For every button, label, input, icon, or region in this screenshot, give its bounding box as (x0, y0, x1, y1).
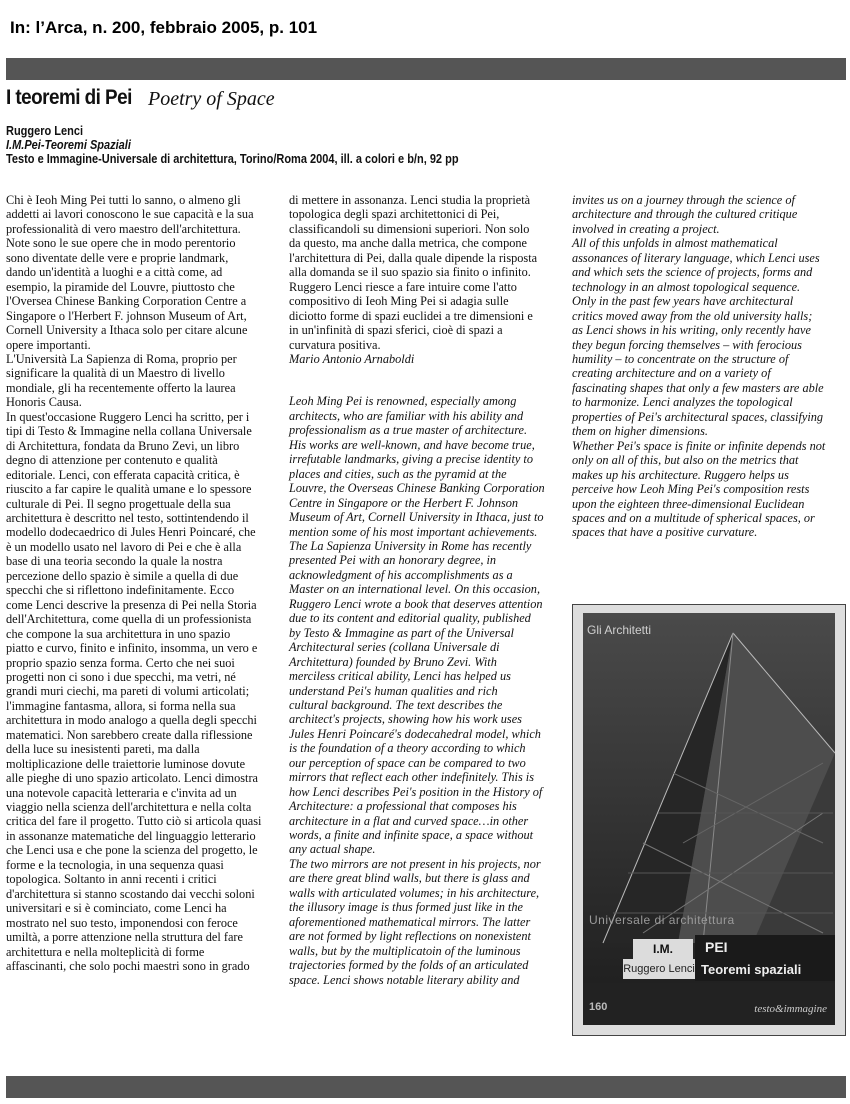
text-line: l'immagine fantasma, allora, si forma nella sua (6, 698, 236, 713)
text-line: architettura e nella molteplicità di forme (6, 944, 205, 959)
english-translation-start (289, 394, 559, 987)
text-line: architettura in modo analogo a quella degli specchi (6, 713, 257, 728)
text-line: architecture in a flat and curved space…in other (289, 813, 529, 828)
text-line: is the foundation of a theory according to which (289, 741, 526, 756)
text-line: words, a finite and infinite space, a space without (289, 828, 534, 843)
text-line: diciotto forme di spazi euclidei a tre dimensioni e (289, 308, 533, 323)
text-line: humility – to concentrate on the structure of (572, 351, 789, 366)
text-line: tipi di Testo & Immagine nella collana Universale (6, 424, 252, 439)
text-line: dell'Architettura, come quella di un professionista (6, 612, 252, 627)
column-italian-english-2 (289, 193, 559, 987)
article-title: I teoremi di Pei (6, 86, 132, 109)
text-line: by Testo & Immagine as part of the Universal (289, 625, 514, 640)
text-line: alle pieghe di uno spazio articolato. Lenci dimostra (6, 771, 259, 786)
text-line: them on higher dimensions. (572, 424, 708, 439)
text-line: della luce su inesistenti pareti, ma dalla (6, 742, 200, 757)
text-line: modello dodecaedrico di Jules Henri Poincaré, che (6, 525, 256, 540)
text-line: Ruggero Lenci riesce a fare intuire come l'atto (289, 279, 517, 294)
text-line: makes up his architecture. Ruggero helps us (572, 467, 789, 482)
series-brand: Gli Architetti (587, 623, 652, 637)
text-line: Chi è Ieoh Ming Pei tutti lo sanno, o almeno gli (6, 193, 241, 207)
text-line: architect's projects, showing how his work uses (289, 712, 522, 727)
book-title: I.M.Pei-Teoremi Spaziali (6, 138, 131, 152)
text-line: editoriale. Lenci, con efferata capacità critica, è (6, 467, 240, 482)
text-line: Architecture: a professional that composes his (289, 799, 517, 814)
text-line: universitari e si è cominciato, come Lenci ha (6, 901, 227, 916)
text-line: invites us on a journey through the science of (572, 193, 795, 207)
text-line: places and cities, such as the pyramid at the (289, 466, 507, 481)
text-line: spaces that have a positive curvature. (572, 525, 758, 540)
text-line: His works are well-known, and have become true, (289, 437, 535, 452)
text-line: è un modello usato nel lavoro di Pei e che è alla (6, 539, 242, 554)
text-line: mirrors that reflect each other indefinitely. This is (289, 770, 535, 785)
text-line: spaces and on a multitude of spherical spaces, or (572, 510, 815, 525)
text-line: culturale di Pei. Il segno progettuale della sua (6, 496, 231, 511)
text-line: mondiale, gli ha recentemente offerto la laurea (6, 380, 236, 395)
text-line: compositivo di Ieoh Ming Pei si adagia sulle (289, 294, 509, 309)
cover-number: 160 (589, 1001, 608, 1013)
text-line: The La Sapienza University in Rome has recently (289, 538, 532, 553)
text-line: cultural background. The text describes the (289, 697, 503, 712)
text-line: di mettere in assonanza. Lenci studia la proprietà (289, 193, 531, 207)
text-line: walls with articulated volumes; in his architecture, (289, 885, 540, 900)
text-line: Architectural series (collana Universale di (289, 640, 500, 655)
text-line: trajectories formed by the folds of an articulated (289, 958, 529, 973)
text-line: l'Oversea Chinese Banking Corporation Centre a (6, 294, 247, 309)
text-line: Centre in Singapore or the Herbert F. Johnson (289, 495, 519, 510)
text-line: space. Lenci shows notable literary ability and (289, 972, 520, 987)
text-line: technology in an almost topological sequence. (572, 279, 801, 294)
cover-publisher-logo: testo&immagine (754, 1003, 827, 1015)
text-line: specchi che si riflettono indefinitamente. Ecco (6, 583, 235, 598)
text-line: classificandoli su dimensioni superiori. Non solo (289, 221, 530, 236)
text-line: curvatura positiva. (289, 337, 381, 352)
cover-author-label: Ruggero Lenci (623, 959, 695, 979)
text-line: mostrato nel suo testo, imponendosi con feroce (6, 915, 238, 930)
text-line: grandi muri ciechi, ma pareti di volumi articolati; (6, 684, 250, 699)
text-line: irrefutable landmarks, giving a precise identity to (289, 452, 533, 467)
text-line: Singapore o l'Herbert F. johnson Museum of Art, (6, 308, 247, 323)
cover-im-label: I.M. (633, 939, 693, 959)
book-metadata (6, 124, 520, 166)
cover-series-title: Universale di architettura (589, 913, 735, 927)
text-line: Note sono le sue opere che in modo perentorio (6, 236, 236, 251)
text-line: presented Pei with an honorary degree, in (289, 553, 497, 568)
text-line: architecture and through the cultured critique (572, 207, 798, 222)
top-rule-bar (6, 58, 846, 80)
text-line: are not formed by light reflections on nonexistent (289, 929, 531, 944)
text-line: creating architecture and on a variety of (572, 366, 771, 381)
text-line: in assonanze matematiche del linguaggio letterario (6, 828, 256, 843)
text-line: Museum of Art, Cornell University in Ithaca, just to (289, 510, 544, 525)
text-line: architects, who are familiar with his ability and (289, 408, 524, 423)
text-line: forme e la tecnologia, in una sequenza quasi (6, 857, 224, 872)
text-line: d'architettura si stanno scostando dai vecchi soloni (6, 886, 255, 901)
text-line: proprio spazio senza forma. Certo che nei suoi (6, 655, 235, 670)
text-line: Louvre, the Overseas Chinese Banking Corporation (289, 481, 545, 496)
text-line: Master on an international level. On this occasion, (289, 582, 541, 597)
text-line: In quest'occasione Ruggero Lenci ha scritto, per i (6, 409, 250, 424)
text-line: and which sets the science of projects, forms and (572, 265, 813, 280)
text-line: architettura è descritto nel testo, sottintendendo il (6, 510, 249, 525)
text-line: our perception of space can be compared to two (289, 755, 526, 770)
text-line: progetti non ci sono i due specchi, ma vetri, né (6, 669, 236, 684)
text-line: All of this unfolds in almost mathematical (572, 236, 778, 251)
article-subtitle: Poetry of Space (148, 88, 275, 110)
text-line: aforementioned mathematical mirrors. The latter (289, 914, 531, 929)
text-line: come Lenci descrive la presenza di Pei nella Storia (6, 597, 257, 612)
text-line: walls, but by the multiplicatoin of the luminous (289, 943, 521, 958)
text-line: are there great blind walls, but there is glass and (289, 871, 530, 886)
text-line: topologica degli spazi architettonici di Pei, (289, 207, 500, 222)
text-line: upon the eighteen three-dimensional Euclidean (572, 496, 805, 511)
text-line: how Lenci describes Pei's position in the History of (289, 784, 543, 799)
text-line: Ruggero Lenci wrote a book that deserves attention (289, 596, 543, 611)
text-line: una notevole capacità letteraria e c'invita ad un (6, 785, 237, 800)
review-signature: Mario Antonio Arnaboldi (289, 351, 415, 366)
text-line: degno di attenzione per contenuto e qualità (6, 453, 218, 468)
bottom-rule-bar (6, 1076, 846, 1098)
text-line: in un'infinità di spazi sferici, cioè di spazi a (289, 323, 503, 338)
text-line: alla domanda se il suo spazio sia finito o infinito. (289, 265, 531, 280)
column-english-3 (572, 193, 846, 540)
publisher-line: Testo e Immagine-Universale di architettura, Torino/Roma 2004, ill. a colori e b/n, 92 pp (6, 152, 459, 166)
text-line: matematici. Non sarebbero create dalla riflessione (6, 727, 253, 742)
book-cover-figure (572, 604, 846, 1036)
text-line: assonances of literary language, which Lenci uses (572, 250, 820, 265)
text-line: critics moved away from the old university halls; (572, 308, 813, 323)
text-line: esempio, la piramide del Louvre, piuttosto che (6, 279, 235, 294)
citation-line: In: l’Arca, n. 200, febbraio 2005, p. 101 (10, 18, 318, 37)
text-line: umiltà, a porre attenzione nella struttura del fare (6, 930, 243, 945)
text-line: only on all of this, but also on the metrics that (572, 453, 799, 468)
text-line: sono diventate delle vere e proprie landmark, (6, 250, 229, 265)
text-line: to harmonize. Lenci analyzes the topological (572, 395, 793, 410)
text-line: understand Pei's human qualities and rich (289, 683, 498, 698)
text-line: the illusory image is thus formed just like in the (289, 900, 523, 915)
text-line: significare la qualità di un Maestro di livello (6, 366, 225, 381)
text-line: Architettura) founded by Bruno Zevi. With (289, 654, 497, 669)
cover-subtitle-label: Teoremi spaziali (695, 959, 835, 981)
text-line: Jules Henri Poincaré's dodecahedral model, which (289, 726, 541, 741)
book-cover-image (583, 613, 835, 1025)
text-line: professionalità di vero maestro dell'architettura. (6, 221, 241, 236)
text-line: professionalism as a true master of architecture. (289, 423, 528, 438)
text-line: viaggio nella scienza dell'architettura e nella colta (6, 800, 252, 815)
text-line: addetti ai lavori conoscono le sue capacità e la sua (6, 207, 254, 222)
text-line: che Lenci usa e che pone la scienza del progetto, le (6, 843, 258, 858)
text-line: L'Università La Sapienza di Roma, proprio per (6, 351, 237, 366)
text-line: Honoris Causa. (6, 395, 82, 410)
paragraph-gap (289, 366, 559, 394)
text-line: piatto e curvo, finito e infinito, insomma, un vero e (6, 641, 258, 656)
text-line: base di una teoria secondo la quale la nostra (6, 554, 223, 569)
text-line: moltiplicazione delle traiettorie luminose dovute (6, 756, 246, 771)
text-line: riuscito a far capire le qualità umane e lo spessore (6, 482, 252, 497)
text-line: topologica. Soltanto in anni recenti i critici (6, 872, 217, 887)
text-line: merciless critical ability, Lenci has helped us (289, 669, 511, 684)
text-line: due to its content and editorial quality, published (289, 611, 531, 626)
text-line: dando un'identità a luoghi e a città come, ad (6, 265, 223, 280)
text-line: critica del fare il progetto. Tutto ciò si articola quasi (6, 814, 262, 829)
text-line: as Lenci shows in his writing, only recently have (572, 323, 811, 338)
text-line: opere importanti. (6, 337, 91, 352)
text-line: any actual shape. (289, 842, 376, 857)
text-line: properties of Pei's architectural spaces, classifying (572, 409, 824, 424)
author-name: Ruggero Lenci (6, 124, 84, 138)
text-line: che compone la sua architettura in uno spazio (6, 626, 231, 641)
column-italian-1 (6, 193, 278, 973)
text-line: fascinating shapes that only a few masters are able (572, 380, 824, 395)
text-line: affascinanti, che solo pochi maestri sono in grado (6, 959, 250, 974)
text-line: Cornell University a Ithaca solo per citare alcune (6, 323, 248, 338)
text-line: involved in creating a project. (572, 221, 720, 236)
text-line: di Architettura, fondata da Bruno Zevi, un libro (6, 438, 240, 453)
text-line: Leoh Ming Pei is renowned, especially among (289, 394, 517, 409)
text-line: l'architettura di Pei, dalla quale dipende la risposta (289, 250, 538, 265)
text-line: Whether Pei's space is finite or infinite depends not (572, 438, 826, 453)
text-line: percezione dello spazio è simile a quella di due (6, 568, 239, 583)
text-line: perceive how Leoh Ming Pei's composition rests (572, 482, 810, 497)
cover-pei-label: PEI (695, 935, 835, 959)
article-title-block (6, 86, 275, 110)
text-line: mention some of his most important achievements. (289, 524, 538, 539)
text-line: they begun forcing themselves – with ferocious (572, 337, 802, 352)
text-line: The two mirrors are not present in his projects, nor (289, 856, 541, 871)
text-line: acknowledgment of his accomplishments as a (289, 567, 513, 582)
text-line: da questo, ma anche dalla metrica, che compone (289, 236, 527, 251)
text-line: Only in the past few years have architectural (572, 294, 794, 309)
